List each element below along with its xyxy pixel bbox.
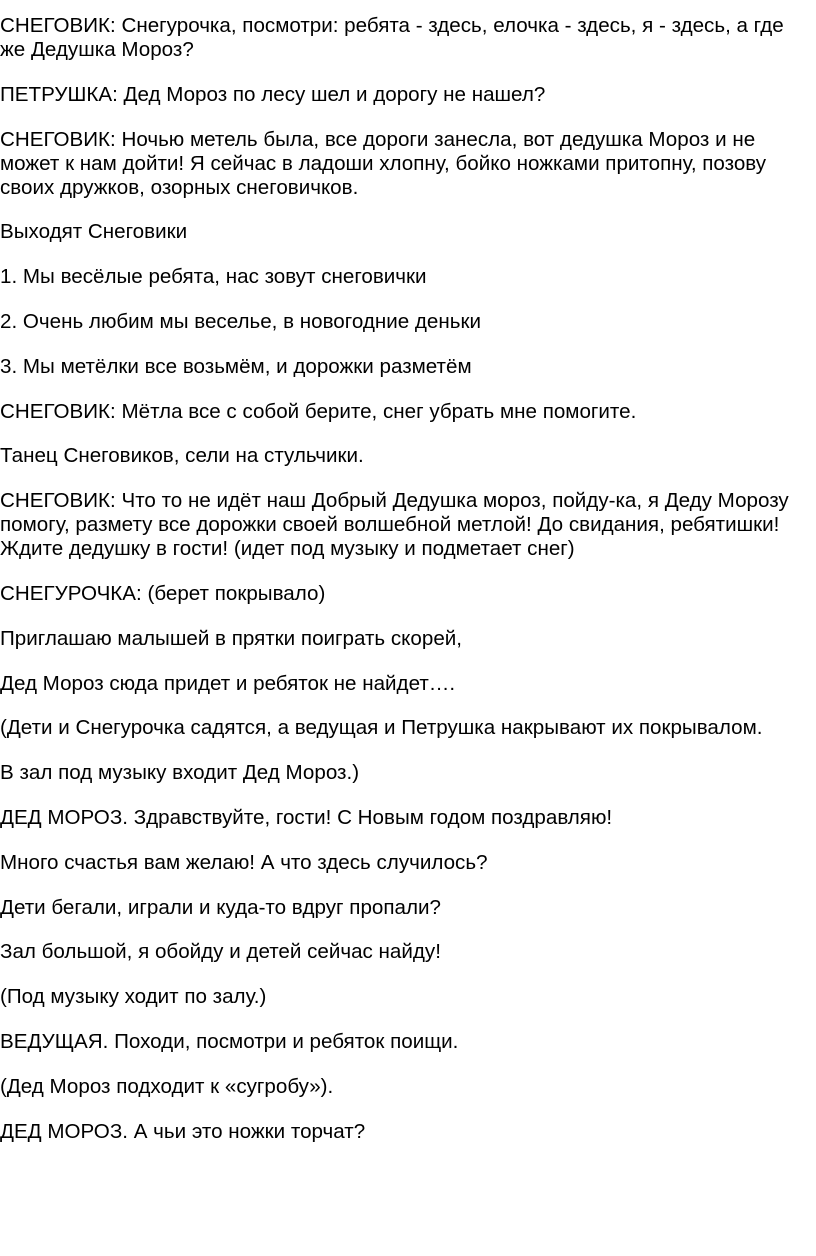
paragraph-petrushka: ПЕТРУШКА: Дед Мороз по лесу шел и дорогу не нашел?: [0, 82, 546, 106]
paragraph-stage-direction-5: (Дед Мороз подходит к «сугробу»).: [0, 1074, 334, 1098]
paragraph-ded-moroz-1: ДЕД МОРОЗ. Здравствуйте, гости! С Новым годом поздравляю!: [0, 805, 613, 829]
paragraph-snegovik-4: СНЕГОВИК: Что то не идёт наш Добрый Дедушка мороз, пойду-ка, я Деду Морозу помогу, размету все дорожки своей волшебной метлой! До свидания, ребятишки! Ждите дедушку в гости! (идет под музыку и подметает снег): [0, 489, 789, 561]
paragraph-verse-2: 2. Очень любим мы веселье, в новогодние деньки: [0, 309, 481, 333]
paragraph-snegovik-1: СНЕГОВИК: Снегурочка, посмотри: ребята - здесь, елочка - здесь, я - здесь, а где же Дедушка Мороз?: [0, 14, 784, 61]
paragraph-snegovik-2: СНЕГОВИК: Ночью метель была, все дороги занесла, вот дедушка Мороз и не может к нам дойти! Я сейчас в ладоши хлопну, бойко ножками притопну, позову своих дружков, озорных снеговичков.: [0, 127, 767, 199]
paragraph-dance: Танец Снеговиков, сели на стульчики.: [0, 444, 364, 468]
paragraph-stage-direction-3: В зал под музыку входит Дед Мороз.): [0, 761, 360, 785]
paragraph-line-3: Много счастья вам желаю! А что здесь случилось?: [0, 850, 488, 874]
paragraph-line-2: Дед Мороз сюда придет и ребяток не найдет….: [0, 671, 456, 695]
paragraph-verse-1: 1. Мы весёлые ребята, нас зовут снеговички: [0, 265, 427, 289]
paragraph-snegurochka: СНЕГУРОЧКА: (берет покрывало): [0, 581, 326, 605]
paragraph-stage-direction: Выходят Снеговики: [0, 220, 188, 244]
document-body: [0, 14, 812, 1164]
paragraph-line-1: Приглашаю малышей в прятки поиграть скорей,: [0, 626, 462, 650]
paragraph-stage-direction-2: (Дети и Снегурочка садятся, а ведущая и Петрушка накрывают их покрывалом.: [0, 716, 763, 740]
paragraph-snegovik-3: СНЕГОВИК: Мётла все с собой берите, снег убрать мне помогите.: [0, 399, 637, 423]
paragraph-line-4: Дети бегали, играли и куда-то вдруг пропали?: [0, 895, 441, 919]
paragraph-verse-3: 3. Мы метёлки все возьмём, и дорожки разметём: [0, 354, 472, 378]
paragraph-vedushchaya: ВЕДУЩАЯ. Походи, посмотри и ребяток поищи.: [0, 1029, 459, 1053]
paragraph-line-5: Зал большой, я обойду и детей сейчас найду!: [0, 940, 441, 964]
paragraph-ded-moroz-2: ДЕД МОРОЗ. А чьи это ножки торчат?: [0, 1119, 366, 1143]
paragraph-stage-direction-4: (Под музыку ходит по залу.): [0, 985, 267, 1009]
